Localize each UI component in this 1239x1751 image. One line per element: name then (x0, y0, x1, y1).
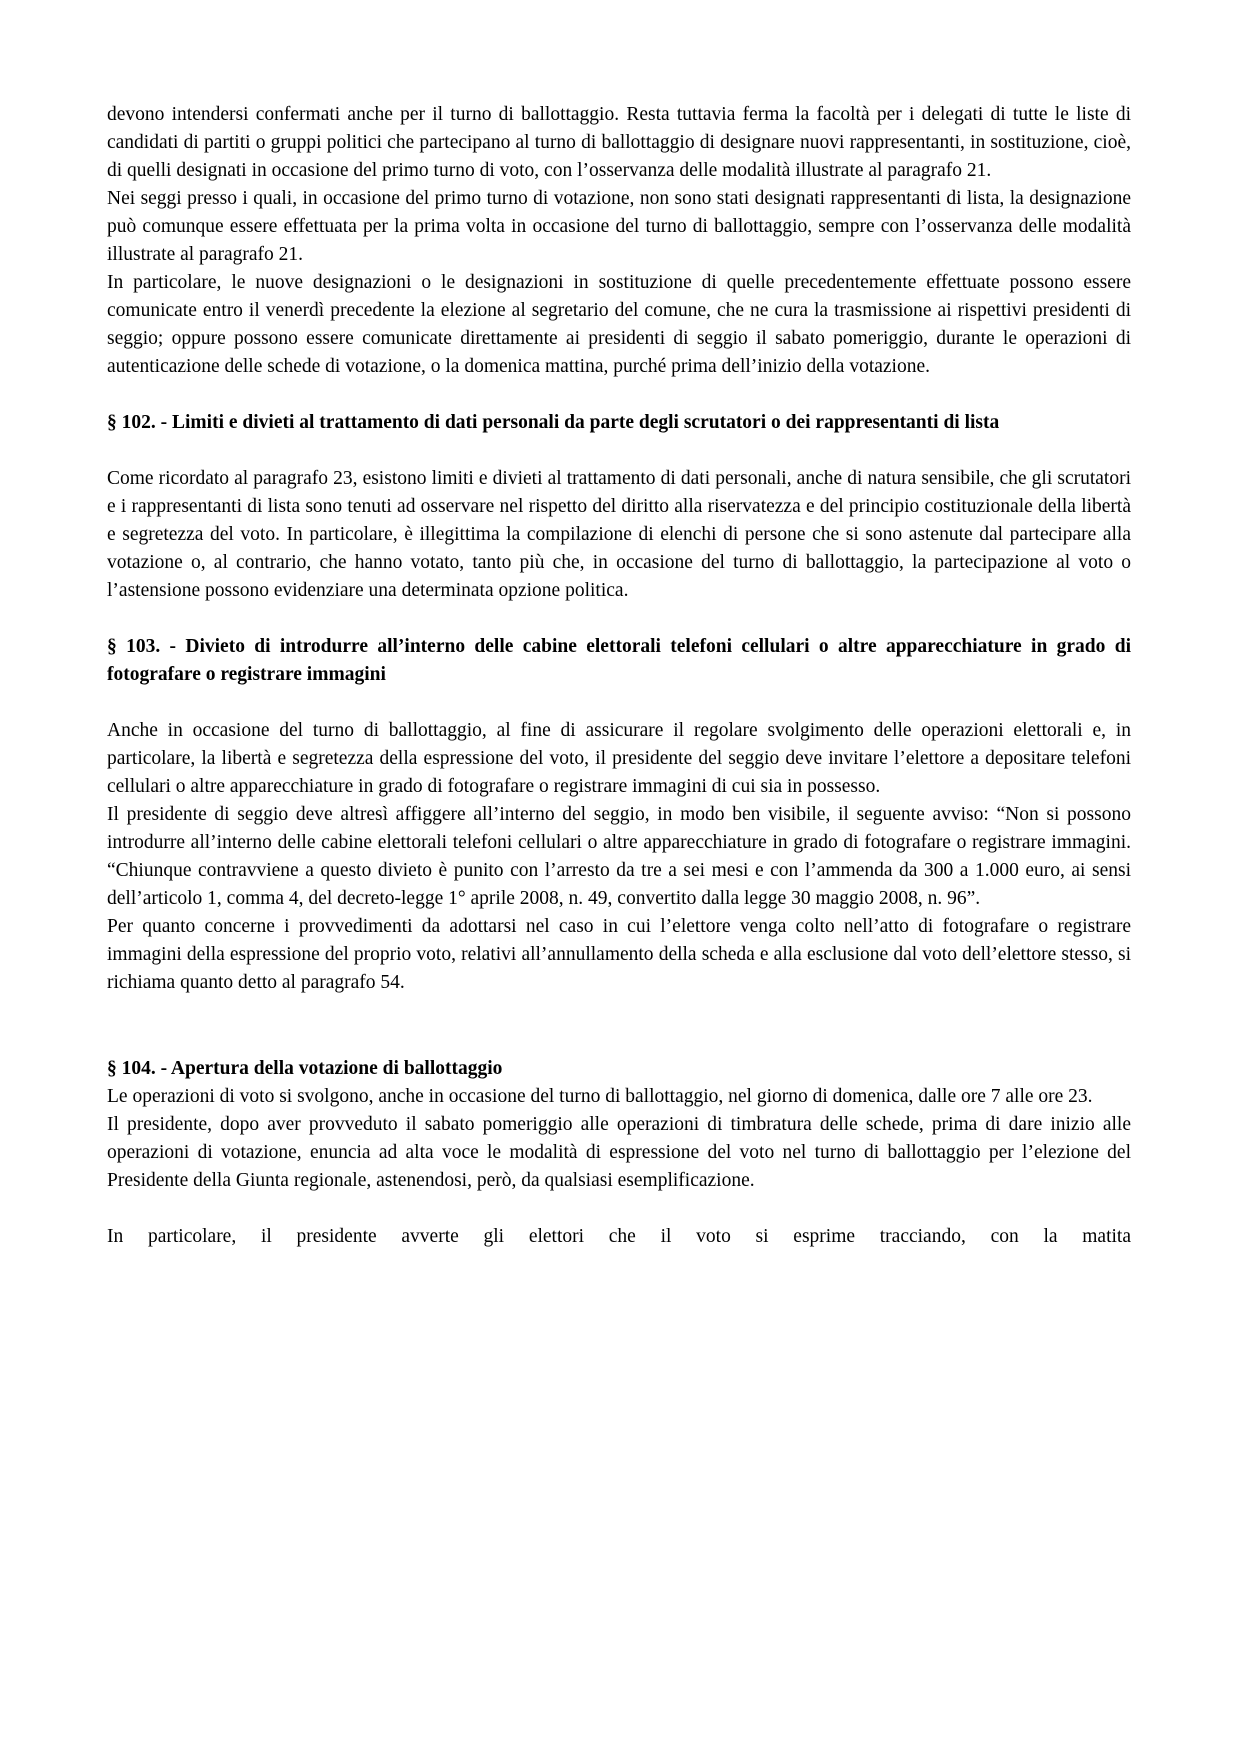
paragraph-sanctions-reference: Per quanto concerne i provvedimenti da adottarsi nel caso in cui l’elettore venga colto nell’atto di fotografare o registrare immagini della espressione del proprio voto, relativi all’annullamento della scheda e alla esclusione dal voto dell’elettore stesso, si richiama quanto detto al paragrafo 54. (107, 916, 1131, 993)
paragraph-data-privacy-limits: Come ricordato al paragrafo 23, esistono limiti e divieti al trattamento di dati personali, anche di natura sensibile, che gli scrutatori e i rappresentanti di lista sono tenuti ad osservare nel rispetto del diritto alla riservatezza e del principio costituzionale della libertà e segretezza del voto. In particolare, è illegittima la compilazione di elenchi di persone che si sono astenute dal partecipare alla votazione o, al contrario, che hanno votato, tanto più che, in occasione del turno di ballottaggio, la partecipazione al voto o l’astensione possono evidenziare una determinata opzione politica. (107, 468, 1131, 601)
section-heading-104: § 104. - Apertura della votazione di ballottaggio (107, 1058, 503, 1079)
paragraph-phone-deposit: Anche in occasione del turno di ballottaggio, al fine di assicurare il regolare svolgimento delle operazioni elettorali e, in particolare, la libertà e segretezza della espressione del voto, il presidente del seggio deve invitare l’elettore a depositare telefoni cellulari o altre apparecchiature in grado di fotografare o registrare immagini di cui sia in possesso. (107, 720, 1131, 797)
paragraph-continuation-representatives: devono intendersi confermati anche per il turno di ballottaggio. Resta tuttavia ferma la facoltà per i delegati di tutte le liste di candidati di partiti o gruppi politici che partecipano al turno di ballottaggio di designare nuovi rappresentanti, in sostituzione, cioè, di quelli designati in occasione del primo turno di voto, con l’osservanza delle modalità illustrate al paragrafo 21. (107, 104, 1131, 181)
paragraph-new-designations: In particolare, le nuove designazioni o le designazioni in sostituzione di quelle precedentemente effettuate possono essere comunicate entro il venerdì precedente la elezione al segretario del comune, che ne cura la trasmissione ai rispettivi presidenti di seggio; oppure possono essere comunicate direttamente ai presidenti di seggio il sabato pomeriggio, durante le operazioni di autenticazione delle schede di votazione, o la domenica mattina, purché prima dell’inizio della votazione. (107, 272, 1131, 377)
section-heading-103: § 103. - Divieto di introdurre all’interno delle cabine elettorali telefoni cellulari o altre apparecchiature in grado di fotografare o registrare immagini (107, 636, 1131, 685)
paragraph-notice-text: Il presidente di seggio deve altresì affiggere all’interno del seggio, in modo ben visibile, il seguente avviso: “Non si possono introdurre all’interno delle cabine elettorali telefoni cellulari o altre apparecchiature in grado di fotografare o registrare immagini. “Chiunque contravviene a questo divieto è punito con l’arresto da tre a sei mesi e con l’ammenda da 300 a 1.000 euro, ai sensi dell’articolo 1, comma 4, del decreto-legge 1° aprile 2008, n. 49, convertito dalla legge 30 maggio 2008, n. 96”. (107, 804, 1131, 909)
paragraph-seggi-first-round: Nei seggi presso i quali, in occasione del primo turno di votazione, non sono stati designati rappresentanti di lista, la designazione può comunque essere effettuata per la prima volta in occasione del turno di ballottaggio, sempre con l’osservanza delle modalità illustrate al paragrafo 21. (107, 188, 1131, 265)
paragraph-president-announcement: Il presidente, dopo aver provveduto il sabato pomeriggio alle operazioni di timbratura delle schede, prima di dare inizio alle operazioni di votazione, enuncia ad alta voce le modalità di espressione del voto nel turno di ballottaggio per l’elezione del Presidente della Giunta regionale, astenendosi, però, da qualsiasi esemplificazione. (107, 1114, 1131, 1191)
paragraph-voting-hours: Le operazioni di voto si svolgono, anche in occasione del turno di ballottaggio, nel giorno di domenica, dalle ore 7 alle ore 23. (107, 1086, 1093, 1107)
paragraph-vote-marking-intro: In particolare, il presidente avverte gli elettori che il voto si esprime tracciando, con la matita (107, 1226, 1131, 1247)
section-heading-102: § 102. - Limiti e divieti al trattamento di dati personali da parte degli scrutatori o dei rappresentanti di lista (107, 412, 1000, 433)
